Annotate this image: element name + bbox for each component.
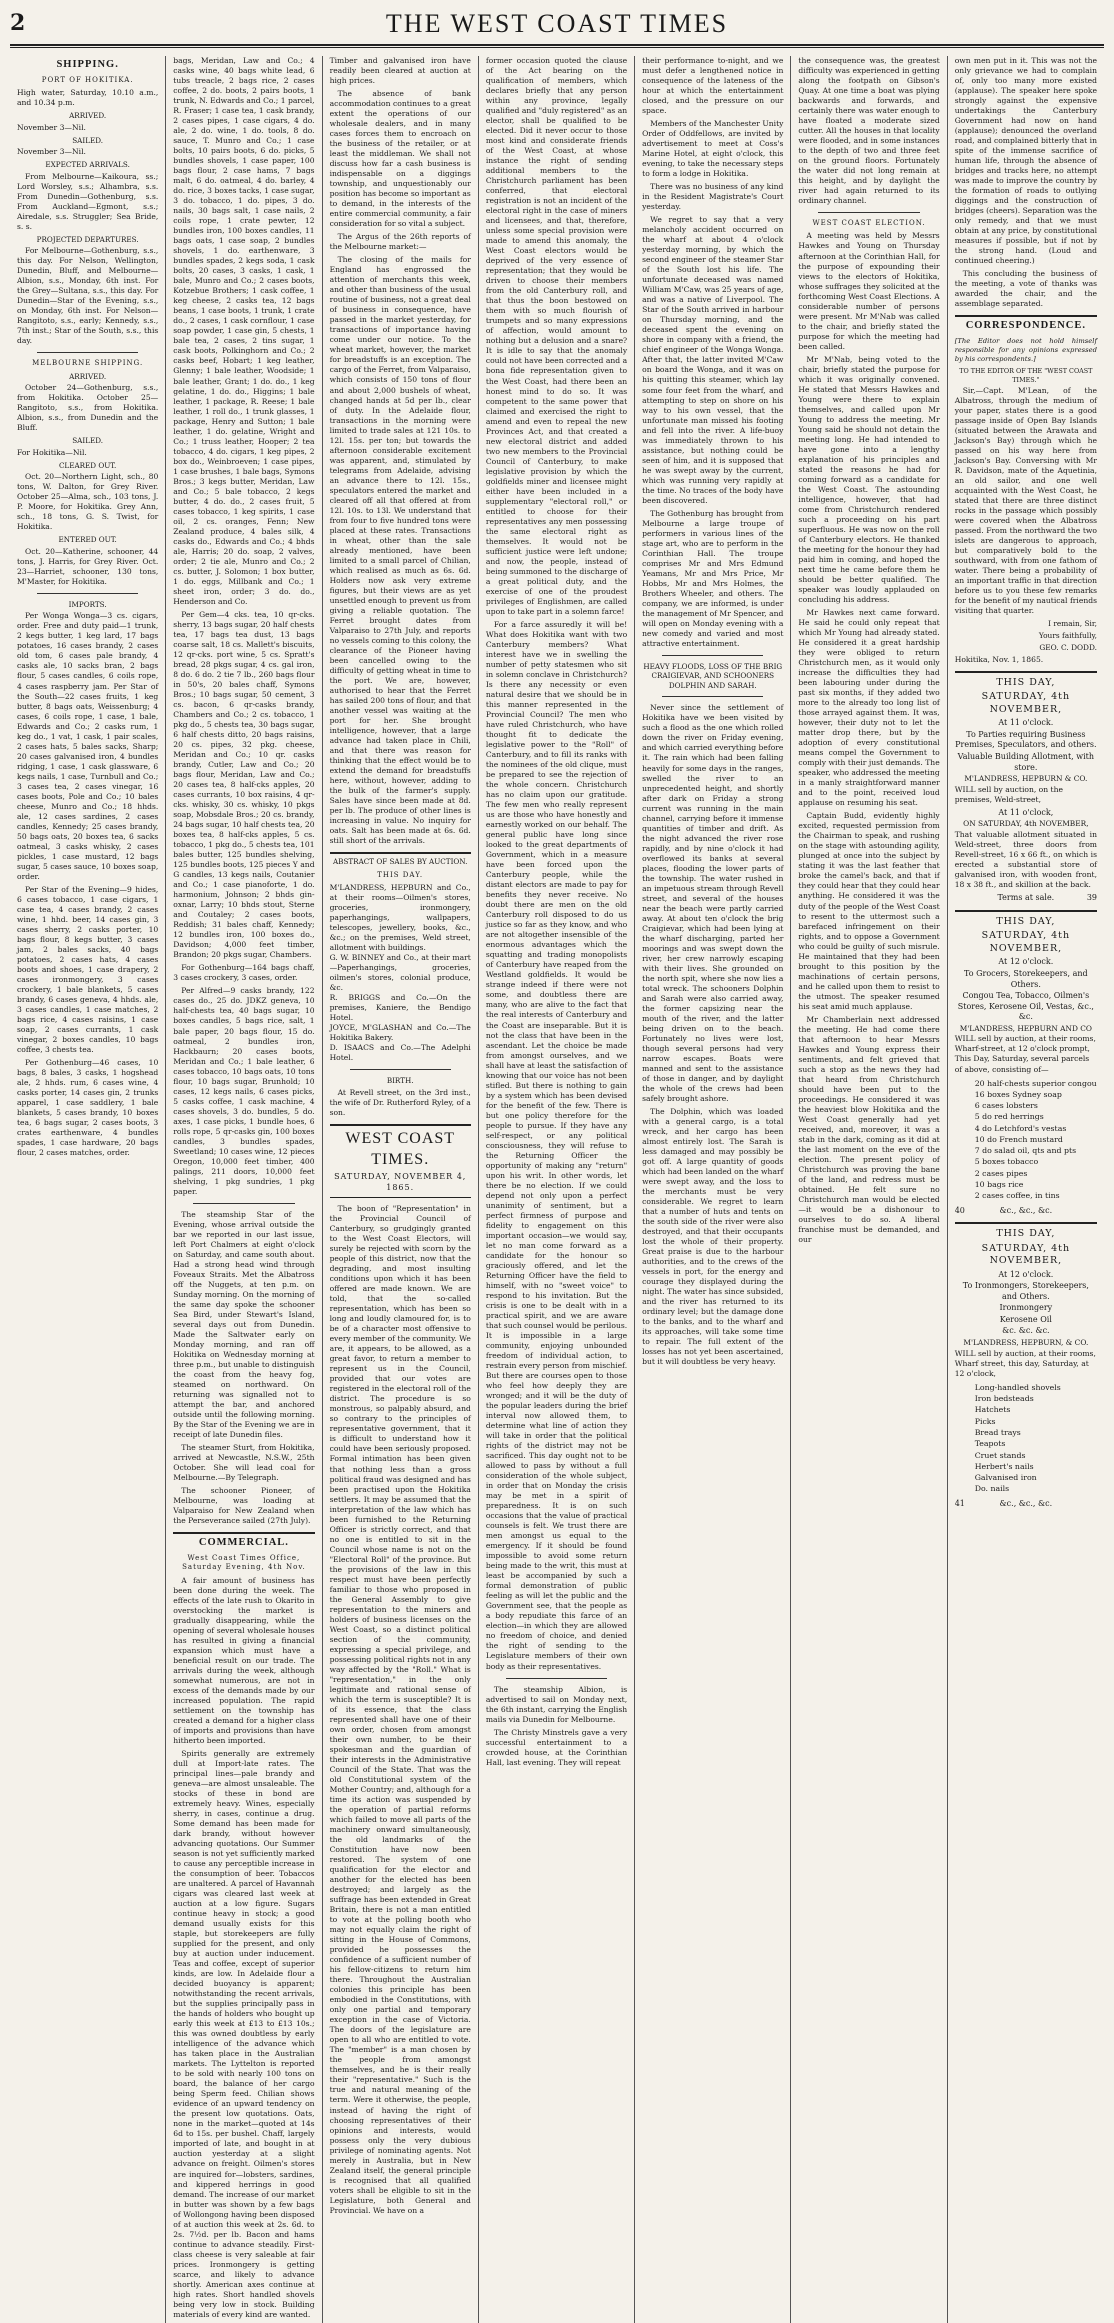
floods-heading: HEAVY FLOODS, LOSS OF THE BRIG CRAIGIEVAR, AND SCHOONERS DOLPHIN AND SARAH.	[643, 661, 783, 690]
divider	[173, 1532, 314, 1534]
ad-item: Hatchets	[974, 1405, 1011, 1415]
auction-sales-list: M'LANDRESS, HEPBURN and Co., at their rooms—Oilmen's stores, groceries, ironmongery, paperhangings, wallpapers, telescopes, jewellery, books, &c., &c.; on the premises, Weld street, allotment with buildings. G. W. BINNEY and Co., at their mart—Paperhangings, groceries, oilmen's stores, colonial produce, &c. R. BRIGGS and Co.—On the premises, Kaniere, the Bendigo Hotel. JOYCE, M'GLASHAN and Co.—The Hokitika Bakery. D. ISAACS and Co.—The Adelphi Hotel.	[329, 882, 471, 1063]
election-paragraph: This concluding the business of the meeting, a vote of thanks was awarded the chair, and the assemblage separated.	[954, 269, 1097, 309]
ad-terms	[955, 893, 1097, 904]
editorial-continued: former occasion quoted the clause of the Act bearing on the qualification of members, which declares briefly that any person within any province, legally qualified and "duly registered" as an elector, shall be qualified to be elected. Did it never occur to those most kind and considerate friends of the West Coast, at whose instance the right of sending additional members to the Christchurch parliament has been conferred, that electoral registration is not an incident of the electoral right in the case of miners and licensees, and that, therefore, unless some special provision were made to amend this anomaly, the West Coast electors would be deprived of the very essence of representation; that they would be driven to choose their members from the old Canterbury roll, and that thus the boon bestowed on them with so much flourish of trumpets and so many expressions of affection, would amount to nothing but a delusion and a snare? It is idle to say that the anomaly could not have been corrected and a bona fide representation given to the West Coast, had there been an honest mind to do so. It was competent to the same power that claimed and exercised the right to amend and even to repeal the new Provinces Act, and that created a new electoral district and added two new members to the Provincial Council of Canterbury, to make legislative provision by which the goldfields miner and licensee might either have been included in a supplementary "electoral roll," or entitled to choose for their representatives any men possessing the same electoral right as themselves. It would not be sufficient justice were left undone; and now, the people, instead of being summoned to the discharge of a great political duty, and the exercise of one of the proudest privileges of Englishmen, are called upon to take part in a solemn farce!	[485, 56, 628, 616]
ad-audience: To Parties requiring Business Premises, Speculators, and others.	[955, 729, 1097, 750]
imports-heading: IMPORTS.	[68, 599, 107, 609]
shipping-news-3: The schooner Pioneer, of Melbourne, was loading at Valparaiso for New Zealand when the Perseverance sailed (27th July).	[173, 1486, 315, 1526]
ad-item: 10 do French mustard	[974, 1134, 1063, 1144]
advertisement-1	[955, 677, 1097, 904]
election-paragraph: Mr Chamberlain next addressed the meeting. He had come there that afternoon to hear Messrs Hawkes and Young express their sentiments, and felt grieved that such a stop as the news they had that heard from Christchurch should have been put to the proceedings. He considered it was the heaviest blow Hokitika and the West Coast generally had yet received, and, moreover, it was a stab in the dark, coming as it did at the last moment on the eve of the election. The present policy of Christchurch was proving the bane of the land, and redress must be obtained. He felt sure no Christchurch man would be elected—it would be a dishonour to ourselves to do so. A liberal franchise must be demanded, and our	[798, 1014, 940, 1245]
election-paragraph: Mr Hawkes next came forward. He said he could only repeat that which Mr Young had already stated. He considered it a great hardship they were obliged to return Christchurch men, as it would only increase the difficulties they had been labouring under during the past six months, if they added two more to the already too long list of those arrayed against them. It was, however, their duty not to let the matter drop there, but by the adoption of every constitutional means compel the Government to comply with their just demands. The speaker, who addressed the meeting in a manly straightforward manner and to the point, received loud applause on resuming his seat.	[798, 608, 940, 808]
letter-place-date: Hokitika, Nov. 1, 1865.	[954, 654, 1044, 664]
ad-item: Cruet stands	[974, 1450, 1026, 1460]
mel-sailed-text: For Hokitika—Nil.	[17, 447, 87, 457]
commercial-paragraph: Spirits generally are extremely dull at Import-late rates. The principal lines—pale brandy and geneva—are almost unsaleable. The stocks of these in bond are extremely heavy. Wines, especially sherry, in cases, continue a drug. Some demand has been made for dark brandy, without however advancing quotations. Our Summer season is not yet sufficiently marked to cause any perceptible increase in the consumption of beer. Tobaccos are unaltered. A parcel of Havannah cigars was cleared last week at auction at a low figure. Sugars continue heavy in stock; a good demand usually exists for this staple, but storekeepers are fully supplied for the present, and only buy at auction under inducement. Teas and coffee, except of superior kinds, are low. In Adelaide flour a decided buoyancy is apparent; notwithstanding the recent arrivals, but the supplies principally pass in the hands of holders who bought up early this week at £13 to £13 10s.; this was owned doubtless by early intelligence of the advance which has taken place in the Australian markets. The Lyttelton is reported to be sold with nearly 100 tons on board, the balance of her cargo being Sperm feed. Chilian shows evidence of an upward tendency on the present low quotations. Oats, none in the market—quoted at 14s 6d to 15s. per bushel. Chaff, largely imported of late, and bought in at auction yesterday at a slight advance on freight. Oilmen's stores are inquired for—lobsters, sardines, and kippered herrings in good demand. The increase of our market in butter was shown by a few bags of Wollongong having been disposed of at auction this week at 2s. 6d. to 2s. 7½d. per lb. Bacon and hams continue to advance steadily. First-class cheese is very saleable at fair prices. Ironmongery is getting scarce, and likely to advance shortly. American axes continue at high rates. Short handled shovels being very low in stock. Building materials of every kind are wanted.	[173, 1748, 315, 2319]
divider	[37, 593, 138, 594]
mel-arrived-text: October 24—Gothenburg, s.s., from Hokitika. October 25—Rangitoto, s.s., from Hokitika. Albion, s.s., from Dunedin and the Bluff.	[17, 383, 159, 433]
correspondence-heading: CORRESPONDENCE.	[965, 320, 1086, 332]
ad-body: WILL sell by auction, on the premises, Weld-street,	[954, 784, 1063, 804]
ad-time: At 11 o'clock.	[998, 718, 1054, 728]
ad-item: 5 boxes tobacco	[974, 1157, 1039, 1167]
commercial-paragraph: A fair amount of business has been done during the week. The effects of the late rush to Okarito in overstocking the market is gradually disappearing, while the opening of several wholesale houses has resulted in giving a financial expansion which must have a beneficial result on our trade. The arrivals during the week, although somewhat numerous, are not in excess of the demands made by our increased population. The rapid settlement on the township has created a demand for a higher class of imports and provisions than have hitherto been imported.	[173, 1575, 315, 1745]
floods-paragraph: The Dolphin, which was loaded with a general cargo, is a total wreck, and her cargo has been almost entirely lost. The Sarah is less damaged and may possibly be got off. A large quantity of goods which had been landed on the wharf were swept away, and the loss to the merchants must be very considerable. We regret to learn that a number of huts and tents on the south side of the river were also destroyed, and that their occupants lost the whole of their property. Great praise is due to the harbour authorities, and to the crews of the vessels in port, for the energy and courage they displayed during the night. The water has since subsided, and the river has returned to its ordinary level; but the damage done to the banks, and to the wharf and its approaches, will take some time to repair. The full extent of the losses has not yet been ascertained, but it will doubtless be very heavy.	[642, 1107, 784, 1367]
editorial-date: SATURDAY, NOVEMBER 4, 1865.	[334, 1172, 467, 1192]
entered-text: Oct. 20—Katherine, schooner, 44 tons, J. Harris, for Grey River. Oct. 23—Harriet, schooner, 130 tons, M'Master, for Hokitika.	[17, 546, 159, 586]
ad-body: WILL sell by auction, at their rooms, Wharf street, this day, Saturday, at 12 o'clock,	[954, 1348, 1096, 1378]
ad-audience: To Ironmongers, Storekeepers, and Others.	[962, 1281, 1089, 1301]
masthead	[10, 4, 1104, 46]
column-3	[323, 56, 479, 2323]
ad-item: 16 boxes Sydney soap	[974, 1089, 1062, 1099]
divider	[193, 1203, 294, 1204]
correspondence-addressee: TO THE EDITOR OF THE "WEST COAST TIMES."	[959, 367, 1093, 384]
arrived-text: November 3—Nil.	[17, 122, 86, 132]
departures-heading: PROJECTED DEPARTURES.	[36, 234, 139, 244]
ad-item: Bread trays	[974, 1427, 1021, 1437]
commercial-heading: COMMERCIAL.	[198, 1537, 289, 1549]
mel-sailed-heading: SAILED.	[72, 436, 104, 446]
news-paragraph: The Gothenburg has brought from Melbourne a large troupe of performers in various lines of the stage art, who are to perform in the Corinthian Hall. The troupe comprises Mr and Mrs Edmund Yeamans, Mr and Mrs Price, Mr Hobbs, Mr and Mrs Holmes, the Brothers Wheeler, and others. The company, we are informed, is under the management of Mr Spencer, and will open on Monday evening with a new comedy and varied and most attractive entertainment.	[642, 508, 784, 648]
news-paragraph: The steamship Albion, is advertised to sail on Monday next, the 6th instant, carrying the English mails via Dunedin for Melbourne.	[485, 1684, 628, 1724]
ad-item: Picks	[974, 1416, 996, 1426]
ad-firm: M'LANDRESS, HEPBURN AND CO	[959, 1023, 1092, 1033]
auction-sales-subheading: THIS DAY.	[377, 870, 424, 879]
imports-text-3: Per Gothenburg—46 cases, 10 bags, 8 bales, 3 casks, 1 hogshead ale, 2 hhds. rum, 6 cases wine, 4 casks porter, 14 cases gin, 2 trunks apparel, 1 case saddlery, 1 bale blankets, 5 cases brandy, 10 boxes tea, 6 bags sugar, 2 cases boots, 3 crates earthenware, 4 bundles spades, 1 case hardware, 20 bags flour, 2 cases matches, order.	[17, 1058, 159, 1158]
divider	[330, 1197, 471, 1198]
imports-gothenburg: For Gothenburg—164 bags chaff, 3 cases crockery, 3 cases, order.	[173, 963, 315, 983]
newspaper-title: THE WEST COAST TIMES	[385, 9, 729, 38]
divider	[955, 671, 1097, 673]
column-6	[791, 56, 947, 2323]
ad-item: 5 do red herrings	[974, 1112, 1044, 1122]
melbourne-heading: MELBOURNE SHIPPING.	[32, 359, 144, 368]
imports-continued: bags, Meridan, Law and Co.; 4 casks wine, 40 bags white lead, 6 tubs treacle, 2 bags rice, 2 cases coffee, 2 do. boots, 2 pairs boots, 1 trunk, N. Edwards and Co.; 1 parcel, R. Fraser; 1 case tea, 1 cask brandy, 2 cases pipes, 1 case cigars, 4 do. ale, 2 do. wine, 1 do. tools, 8 do. sauce, T. Munro and Co.; 1 case bolts, 10 pairs boots, 6 do. picks, 5 bundles shovels, 1 case paper, 100 bags flour, 2 case hams, 7 bags malt, 6 do. oatmeal, 4 do. barley, 4 do. rice, 3 boxes tacks, 1 case sugar, 3 do. tobacco, 1 do. pipes, 3 do. nails, 30 bags salt, 1 case nails, 2 coils rope, 1 crate pewter, 12 bundles iron, 100 boxes candles, 11 bags oats, 1 case soap, 2 bundles shovels, 1 do. earthenware, 3 bundles spades, 2 kegs soda, 1 cask bolts, 20 cases, 3 casks, 1 cask, 1 bale, Munro and Co.; 2 cases boots, Kotzebue Brothers; 1 cask coffee, 1 keg cheese, 2 casks tea, 12 bags beans, 1 case boots, 1 trunk, 1 crate do., 2 cases, 1 cask cornflour, 1 case soap powder, 1 case gin, 5 chests, 1 bale tea, 2 cases, 2 tins sugar, 1 cask boots, Polkinghorn and Co.; 2 casks beef, Hobart; 1 keg leather, Glenny; 1 bale leather, Woodside; 1 bale leather, Grant; 1 do. do., 1 keg gelatine, 1 do. do., Higgins; 1 bale leather, 1 package, R. Reese; 1 bale leather, 1 roll do., 1 trunk glasses, 1 package, Henry and Sutton; 1 bale leather, 1 do. gelatine, Wright and Co.; 1 truss leather, Hooper; 2 tea tobacco, 4 do. cigars, 1 keg pipes, 2 box do., Weinbroeven; 1 case pipes, 1 case brushes, 1 bale bags, Symons Bros.; 3 kegs butter, Meridan, Law and Co.; 5 bale tobacco, 2 kegs butter, 4 do. do., 2 cases fruit, 5 cases tobacco, 1 keg spirits, 1 case oil, 2 cs. oranges, Fenn; New Zealand produce, 4 bales silk, 4 casks do., Edwards and Co.; 4 bhds ale, Harris; 20 do. soap, 2 valves, order; 2 tie ale, Munro and Co.; 2 cs. butter, J. Solomon; 1 box butter, 1 do. eggs, Millbank and Co.; 1 sheet iron, order; 3 do. do., Henderson and Co.	[173, 56, 315, 606]
imports-text-2: Per Star of the Evening—9 hides, 6 cases tobacco, 1 case cigars, 1 case tea, 4 cases brandy, 2 cases wine, 1 hhd. beer, 14 cases gin, 3 cases sherry, 2 casks porter, 10 bags flour, 8 kegs butter, 3 cases jam, 2 bales sacks, 40 bags potatoes, 2 cases hats, 4 cases boots and shoes, 1 case drapery, 2 cases ironmongery, 3 cases crockery, 1 bale blankets, 5 cases brandy, 6 cases geneva, 4 hhds. ale, 3 cases candles, 1 case matches, 2 bags rice, 4 cases raisins, 1 case soap, 2 cases currants, 1 cask vinegar, 2 boxes candles, 10 bags coffee, 3 chests tea.	[17, 884, 159, 1055]
divider	[662, 655, 763, 656]
commercial-paragraph: The Argus of the 26th reports of the Melbourne market:—	[329, 232, 471, 252]
auction-sales-heading: ABSTRACT OF SALES BY AUCTION.	[332, 857, 468, 867]
divider	[506, 1678, 607, 1679]
divider	[955, 910, 1097, 912]
ad-firm: M'LANDRESS, HEPBURN, & CO.	[963, 1338, 1089, 1348]
ad-item: Iron bedsteads	[974, 1394, 1034, 1404]
ad-etc	[955, 1206, 1097, 1217]
editorial-paragraph: For a farce assuredly it will be! What does Hokitika want with two Canterbury members? What interest have we in swelling the number of petty statesmen who sit in solemn conclave in Christchurch? Is there any necessity or even natural desire that we should be in this manner represented in the Provincial Council? The men who have ruled Christchurch, who have thought fit to dedicate the legislative power to the "Roll" of Canterbury, and to fill its ranks with the nominees of the old clique, must be prepared to see the rejection of the whole concern. Christchurch has no claim upon our gratitude. The few men who really represent us are those who have honestly and earnestly worked on our behalf. The general public have long since looked to the great departments of Government, which in a measure have been forced upon the Canterbury people, while the distant electors are made to pay for benefits they never receive. No doubt there are men on the old Canterbury roll disposed to do us justice so far as they know, and who are not altogether insensible of the enormous advantages which the squatting and trading monopolists of Canterbury have reaped from the Westland goldfields. It would be strange indeed if there were not some, and doubtless there are many, who are alive to the fact that the real interests of Canterbury and the Coast are inseparable. But it is not the class that have been in the ascendant. Let the choice be made from amongst ourselves, and we shall have at least the satisfaction of knowing that our voice has not been stifled. But there is nothing to gain by a system which has been devised for the benefit of the few. There is but one policy therefore for the people to pursue. If they have any self-respect, or any political consciousness, they will refuse to the Returning Officer the opportunity of making any "return" upon his writ. In other words, let there be no election. If we could depend not only upon a perfect unanimity of sentiment, but a perfect firmness of purpose and fidelity to engagement on this important occasion—we would say, let no man come forward as a candidate for the honour so graciously offered, and let the Returning Officer have the field to himself, with no "sweet voice" to respond to his invitation. But the crisis is one to be dealt with in a practical spirit, and we are aware that such counsel would be perilous. It is impossible in a large community, enjoying unbounded freedom of individual action, to restrain every person from mischief. But there are courses open to those who feel how deeply they are wronged; and it will be the duty of the popular leaders during the brief interval now allowed them, to determine what line of action they will take in order that the political rights of the district may not be sacrificed. This day ought not to be allowed to pass by without a full consideration of the whole subject, in order that on Monday the crisis may be met in a spirit of preparedness. It is on such occasions that the value of practical counsels is felt. We trust there are men amongst us equal to the emergency. If it should be found impossible to avoid some return being made to the writ, this must at least be accompanied by such a formal demonstration of public feeling as will let the public and the Government see, that the people as a body repudiate this farce of an election—in which they are allowed no freedom of choice, and denied the right of sending to the Legislature members of their own body as their representatives.	[485, 619, 628, 1671]
ad-number: 41	[954, 1498, 965, 1508]
shipping-news-1: The steamship Star of the Evening, whose arrival outside the bar we reported in our last issue, left Port Chalmers at eight o'clock on Saturday, and came south about. Had a strong head wind through Foveaux Straits. Met the Albatross off the Nuggets, at ten p.m. on Sunday morning. On the morning of the same day spoke the schooner Sea Bird, under Stewart's Island, several days out from Dunedin. Made the Saltwater early on Monday morning, and ran off Hokitika on Wednesday morning at three p.m., but unable to distinguish the coast from the heavy fog, steamed on northward. On returning was signalled not to attempt the bar, and anchored outside until the following morning. By the Star of the Evening we are in receipt of late Dunedin files.	[173, 1209, 315, 1440]
port-heading: PORT OF HOKITIKA.	[41, 75, 134, 84]
column-1	[10, 56, 166, 2323]
correspondence-disclaimer: [The Editor does not hold himself responsible for any opinions expressed by his correspondents.]	[954, 337, 1097, 364]
ad-item: Do. nails	[974, 1484, 1010, 1494]
ad-item: 2 cases pipes	[974, 1168, 1028, 1178]
argus-report: The closing of the mails for England has engrossed the attention of merchants this week, and other than business of the usual routine of business, not a great deal of business in consequence, have passed in the market yesterday, for transactions of importance having come under our notice. To the wheat market, however, the market for breadstuffs is an exception. The cargo of the Ferret, from Valparaiso, which consists of 150 tons of flour and about 2,000 bushels of wheat, changed hands at 5d per lb., clear of duty. In the Adelaide flour, transactions in the morning were limited to trade sales at 121 10s. to 12l. 15s. per ton; but towards the afternoon considerable excitement was apparent, and, stimulated by telegrams from Adelaide, advising an advance there to 12l. 15s., speculators entered the market and cleared off all that offered at from 12l. 10s. to 13l. We understand that from four to five hundred tons were placed at these rates. Transactions in wheat, other than the sale already mentioned, have been limited to a small parcel of Chilian, which realised as much as 6s. 6d. Holders now ask very extreme figures, but their views are as yet unsettled enough to prevent us from giving a reliable quotation. The Ferret brought dates from Valparaiso to 27th July, and reports no vessels coming to this colony, the clearance of the Pioneer having been cancelled owing to the difficulty of getting wheat in time to the port. We are, however, authorised to hear that the Ferret has sailed 200 tons of flour, and that another vessel was waiting at the port for her. She brought intelligence, however, that a large advance had taken place in Chili, and that there was reason for thinking that the effect would be to extend the demand for breadstuffs here, without, however, adding to the bulk of the farmer's supply. Sales have since been made at 8d. per lb. The produce of other lines is increasing in value. No inquiry for oats. Salt has been made at 6s. 6d. still short of the arrivals.	[329, 255, 471, 846]
editorial-masthead: WEST COAST TIMES.	[345, 1129, 456, 1168]
news-paragraph: Members of the Manchester Unity Order of Oddfellows, are invited by advertisement to meet at Coss's Marine Hotel, at eight o'clock, this evening, to take the necessary steps to form a lodge in Hokitika.	[642, 119, 784, 179]
news-paragraph: There was no business of any kind in the Resident Magistrate's Court yesterday.	[642, 182, 784, 212]
news-paragraph: The Christy Minstrels gave a very successful entertainment to a crowded house, at the Corinthian Hall, last evening. They will repeat	[485, 1727, 628, 1767]
correspondence-letter: Sir,—Capt. M'Lean, of the Albatross, through the medium of your paper, states there is a good passage inside of Open Bay Islands (situated between the Arawata and Jackson's Bay) through which he passed on his way here from Jackson's Bay. Conversing with Mr R. Davidson, mate of the Aquetinia, an old sailor, and one well acquainted with the West Coast, he stated that there are three distinct rocks in the passage which possibly were covered when the Albatross passed. From the northward the two islets are dangerous to approach, but comparatively bold to the southward, with from one fathom of water. There being a probability of an important traffic in that direction before us to you these few remarks for the benefit of my nautical friends visiting that quarter.	[954, 386, 1097, 616]
ad-item: 2 cases coffee, in tins	[974, 1191, 1060, 1201]
ad-item: 10 bags rice	[974, 1180, 1024, 1190]
election-paragraph: Captain Budd, evidently highly excited, requested permission from the Chairman to speak, and rushing on the stage with astounding agility, plunged at once into the subject by stating it was the last feather that broke the camel's back, and that if they could hear that they could hear anything. He considered it was the duty of the people of the West Coast to resent to the uttermost such a barefaced infringement on their rights, and to oppose a Government who could be guilty of such misrule. He maintained that they had been brought to this position by the machinations of certain persons, and he called upon them to resist to the utmost. The speaker resumed his seat amid much applause.	[798, 811, 940, 1011]
ad-etc-text: &c., &c., &c.	[999, 1205, 1053, 1215]
masthead-rule	[10, 47, 1104, 48]
imports-alfred: Per Alfred—9 casks brandy, 122 cases do., 25 do. JDKZ geneva, 10 half-chests tea, 40 bags sugar, 10 boxes candles, 5 bags rice, salt, 1 bale paper, 20 bags flour, 15 do. oatmeal, 2 bundles iron, Hackbaurn; 20 cases boots, Meridan and Co.; 1 bale leather, 6 cases tobacco, 10 bags oats, 10 tons flour, 10 bags sugar, Brunhold; 10 cases, 12 kegs nails, 6 cases picks, 5 casks coffee, 1 cask machine, 4 cases shovels, 3 do. bundles, 5 do. axes, 1 case picks, 1 bundle hoes, 6 rolls rope, 5 qr-casks gin, 100 boxes candles, 3 bundles spades, Sweetland; 10 cases wine, 12 pieces Oregon, 10,000 feet timber, 400 palings, 211 doors, 10,000 feet shelving, 1 pkg sundries, 1 pkg paper.	[173, 986, 315, 1196]
column-5	[635, 56, 791, 2323]
ad-terms-text: Terms at sale.	[997, 893, 1055, 903]
commercial-continued: Timber and galvanised iron have readily been cleared at auction at high prices.	[329, 56, 471, 86]
divider	[955, 1222, 1097, 1224]
sailed-heading: SAILED.	[72, 135, 104, 145]
ad-subject: Kerosene Oil	[999, 1314, 1052, 1324]
ad-subject: Congou Tea, Tobacco, Oilmen's Stores, Kerosene Oil, Vestas, &c., &c.	[957, 991, 1094, 1022]
column-2	[166, 56, 322, 2323]
ad-time: At 12 o'clock.	[998, 957, 1054, 967]
column-4	[479, 56, 635, 2323]
ad-item: 20 half-chests superior congou	[974, 1078, 1097, 1088]
ad-item: Galvanised iron	[974, 1473, 1037, 1483]
ad-subject: Valuable Building Allotment, with store.	[957, 751, 1095, 772]
ad-description: That valuable allotment situated in Weld-street, three doors from Revell-street, 16 x 66 ft., on which is erected a substantial store of galvanised iron, with wooden front, 18 x 38 ft., and skillion at the back.	[954, 830, 1097, 890]
election-heading: WEST COAST ELECTION.	[812, 219, 926, 228]
ad-day: THIS DAY,	[996, 915, 1056, 927]
ad-body: WILL sell by auction, at their rooms, Wharf-street, at 12 o'clock prompt, This Day, Saturday, several parcels of above, consisting of—	[954, 1034, 1096, 1074]
ad-day: THIS DAY,	[996, 1228, 1056, 1240]
ad-number: 39	[1086, 893, 1097, 903]
ad-subject: &c. &c. &c.	[1002, 1326, 1050, 1336]
ad-day: THIS DAY,	[996, 676, 1056, 688]
expected-heading: EXPECTED ARRIVALS.	[45, 160, 130, 170]
page-columns	[10, 56, 1104, 2319]
divider	[330, 1124, 471, 1126]
ad-item: 6 cases lobsters	[974, 1101, 1038, 1111]
letter-closing: I remain, Sir,	[1048, 619, 1097, 629]
sailed-text: November 3—Nil.	[17, 147, 86, 157]
shipping-heading: SHIPPING.	[56, 59, 119, 70]
editorial-paragraph: The boon of "Representation" in the Provincial Council of Canterbury, so grudgingly granted to the West Coast Electors, will surely be rejected with scorn by the people of this district, now that the degrading, and most insulting conditions upon which it has been offered are made known. We are told, that the so-called representation, which has been so long and loudly clamoured for, is to be of a character most offensive to every member of the community. We are, it appears, to be allowed, as a great favor, to return a member to represent us in the Council, provided that our votes are registered in the electoral roll of the district. The procedure is so monstrous, so palpably absurd, and so contrary to the principles of representative government, that it is difficult to understand how it could have been seriously proposed. Formal intimation has been given that nothing less than a gross political fraud was designed and has been practised upon the Hokitika settlers. It may be assumed that the interpretation of the law which has been furnished to the Returning Officer is strictly correct, and that no one is entitled to sit in the Council whose name is not on the "Electoral Roll" of the province. But the provisions of the law in this respect must have been perfectly familiar to those who proposed in the General Assembly to give representation to the miners and holders of business licenses on the West Coast, so a distinct political section of the community, expressing a special privilege, and possessing political rights not in any way affected by the "Roll." What is "representation," in the only legitimate and rational sense of which the term is susceptible? It is of its essence, that the class represented shall have one of their own order, chosen from amongst their own number, to be their spokesman and the guardian of their interests in the Administrative Council of the State. That was the old Constitutional system of the Mother Country; and, although for a time its action was suspended by the operation of partial reforms which failed to move all parts of the machinery onward simultaneously, the old landmarks of the Constitution have now been restored. The system of one qualification for the elector and another for the elected has been destroyed; and largely as the suffrage has been extended in Great Britain, there is not a man entitled to vote at the polling booth who may not equally claim the right of sitting in the House of Commons, provided he possesses the confidence of a sufficient number of his fellow-citizens to return him there. Throughout the Australian colonies this principle has been embodied in the Constitutions, with only one partial and temporary exception in the case of Victoria. The doors of the legislature are open to all who are entitled to vote. The "member" is a man chosen by the people from amongst themselves, and he is their really their "representative." Such is the true and natural meaning of the term. Were it otherwise, the people, instead of having the right of choosing representatives of their opinions and interests, would possess only the very dubious privilege of nominating agents. Not merely in Australia, but in New Zealand itself, the general principle is recognised that all qualified voters shall be eligible to sit in the Legislature, both General and Provincial. We have on a	[329, 1204, 471, 2215]
ad-at-time: At 11 o'clock,	[998, 807, 1054, 817]
arrived-heading: ARRIVED.	[69, 111, 107, 121]
floods-continued: the consequence was, the greatest difficulty was experienced in getting along the footpath on Gibson's Quay. At one time a boat was plying backwards and forwards, and certainly there was water enough to have floated a moderate sized cutter. All the houses in that locality were flooded, and in some instances to the depth of two and three feet on the ground floors. Fortunately the water did not long remain at this height, and by daylight the river had again returned to its ordinary channel.	[798, 56, 940, 206]
advertisement-3	[955, 1228, 1097, 1509]
birth-heading: BIRTH.	[386, 1076, 414, 1086]
ad-item: Herbert's nails	[974, 1461, 1034, 1471]
cleared-text: Oct. 20—Northern Light, sch., 80 tons, W. Dalton, for Grey River. October 25—Alma, sch., 103 tons, J. P. Moore, for Hokitika. Grey Ann, sch., 18 tons, G. S. Twist, for Hokitika.	[17, 472, 159, 532]
expected-text: From Melbourne—Kaikoura, ss.; Lord Worsley, s.s.; Alhambra, s.s. From Dunedin—Gothenburg, s.s. From Auckland—Egmont, s.s.; Airedale, s.s. Struggler; Sea Bride, s. s.	[17, 171, 159, 231]
departures-text: For Melbourne—Gothenburg, s.s., this day. For Nelson, Wellington, Dunedin, Bluff, and Melbourne—Albion, s.s., Monday, 6th inst. For the Grey—Sultana, s.s., this day. For Dunedin—Star of the Evening, s.s., on Monday, 6th inst. For Nelson—Rangitoto, s.s., early; Kennedy, s.s., 7th inst.; Star of the South, s.s., this day.	[17, 246, 159, 346]
imports-text: Per Wonga Wonga—3 cs. cigars, order. Free and duty paid—1 trunk, 2 kegs butter, 1 keg lard, 17 bags potatoes, 16 cases brandy, 2 cases old tom, 6 cases pale brandy, 4 casks ale, 10 sacks bran, 2 bags flour, 5 cases candles, 6 coils rope, 4 cases raspberry jam. Per Star of the South—22 cases fruits, 1 keg butter, 8 bags oats, Weissenburg; 4 cases, 6 coils rope, 1 case, 1 bale, Edwards and Co.; 2 casks rum, 1 keg do., 1 vat, 1 cask, 1 pair scales, 2 cases hats, 5 bales sacks, Sharp; 20 cases galvanised iron, 4 bundles ridging, 1 case, 1 cask glassware, 6 kegs nails, 1 case, Turnbull and Co.; 3 cases tea, 2 cases vinegar, 16 cases boots, Pole and Co.; 10 bales cheese, Munro and Co.; 18 hhds. ale, 12 cases sardines, 2 cases candles, Kennedy; 25 cases brandy, 50 bags oats, 20 boxes tea, 6 sacks oatmeal, 3 casks whisky, 2 cases pickles, 1 case mustard, 12 bags sugar, 5 cases sauce, 10 boxes soap, order.	[17, 611, 159, 881]
cleared-heading: CLEARED OUT.	[58, 460, 117, 470]
ad-item: Long-handled shovels	[974, 1382, 1061, 1392]
high-water: High water, Saturday, 10.10 a.m., and 10.34 p.m.	[17, 88, 159, 108]
divider	[350, 1069, 451, 1070]
ad-etc-text: &c., &c., &c.	[999, 1498, 1053, 1508]
floods-paragraph: Never since the settlement of Hokitika have we been visited by such a flood as the one which rolled down the river on Friday evening, and which carried everything before it. The rain which had been falling heavily for some days in the ranges, swelled the river to an unprecedented height, and shortly after dark on Friday a strong current was running in the main channel, carrying before it immense quantities of timber and drift. As the night advanced the river rose rapidly, and by nine o'clock it had overflowed its banks at several places, flooding the lower parts of the township. The water rushed in an impetuous stream through Revell street, and several of the houses near the beach were partly carried away. At about ten o'clock the brig Craigievar, which had been lying at the wharf discharging, parted her moorings and was swept down the river, her crew narrowly escaping with their lives. She grounded on the north spit, where she now lies a total wreck. The schooners Dolphin and Sarah were also carried away, the former capsizing near the mouth of the river, and the latter being driven on to the beach. Fortunately no lives were lost, though several persons had very narrow escapes. Boats were manned and sent to the assistance of those in danger, and by daylight the whole of the crews had been safely brought ashore.	[642, 703, 784, 1104]
ad-audience: To Grocers, Storekeepers, and Others.	[964, 968, 1088, 989]
election-paragraph: A meeting was held by Messrs Hawkes and Young on Thursday afternoon at the Corinthian Hall, for the purpose of expounding their views to the electors of Hokitika, whose suffrages they solicited at the forthcoming West Coast Elections. A considerable number of persons were present. Mr M'Nab was called to the chair, and briefly stated the purpose for which the meeting had been called.	[798, 231, 940, 351]
ad-number: 40	[954, 1205, 965, 1215]
ad-on-date: ON SATURDAY, 4th NOVEMBER,	[963, 819, 1089, 829]
election-continued: own men put in it. This was not the only grievance we had to complain of, only too many more existed (applause). The speaker here spoke strongly against the expensive undertakings the Canterbury Government had now on hand (applause); denounced the overland road, and complained bitterly that in spite of the immense sacrifice of human life, through the absence of bridges and tracks here, no attempt was made to improve the country by the formation of roads to outlying diggings and the construction of bridges (cheers). Separation was the only remedy, and that we must obtain at any price, by constitutional measures if possible, but if not by the strong hand. (Loud and continued cheering.)	[954, 56, 1097, 266]
election-paragraph: Mr M'Nab, being voted to the chair, briefly stated the purpose for which it was originally convened. He stated that Messrs Hawkes and Young were there to explain themselves, and called upon Mr Young to address the meeting. Mr Young said he should not detain the meeting long. He had intended to have gone into a lengthy explanation of his principles and stated the reasons he had for coming forward as a candidate for the West Coast. The astounding intelligence, however, that had come from Christchurch rendered such a proceeding on his part superfluous. He was now on the roll of Canterbury electors. He thanked the meeting for the honour they had paid him in coming, and hoped the next time he came before them he should be better qualified. The speaker was loudly applauded on concluding his address.	[798, 354, 940, 605]
page-number: 2	[10, 10, 26, 36]
ad-etc	[955, 1499, 1097, 1510]
shipping-news-2: The steamer Sturt, from Hokitika, arrived at Newcastle, N.S.W., 25th October. She will lead coal for Melbourne.—By Telegraph.	[173, 1443, 315, 1483]
commercial-paragraph: The absence of bank accommodation continues to a great extent the operations of our wholesale dealers, and in many cases forces them to encroach on the business of the retailer, or at least the middleman. We shall not discuss how far a cash business is indispensable on a diggings township, and unquestionably our position has become so important as to demand, in the interests of the entire commercial community, a fair consideration for so vital a subject.	[329, 89, 471, 229]
mel-arrived-heading: ARRIVED.	[69, 371, 107, 381]
advertisement-2	[955, 916, 1097, 1216]
ad-item-list	[955, 1079, 1097, 1202]
divider	[662, 696, 763, 697]
ad-time: At 12 o'clock.	[998, 1269, 1054, 1279]
ad-date: SATURDAY, 4th NOVEMBER,	[981, 1242, 1071, 1267]
letter-closing: Yours faithfully,	[1038, 631, 1097, 641]
divider	[955, 315, 1097, 317]
commercial-subheading: West Coast Times Office, Saturday Evening, 4th Nov.	[182, 1554, 306, 1572]
divider	[818, 212, 919, 213]
divider	[37, 352, 138, 353]
news-continued: their performance to-night, and we must defer a lengthened notice in consequence of the lateness of the hour at which the entertainment closed, and the pressure on our space.	[642, 56, 784, 116]
ad-firm: M'LANDRESS, HEPBURN & CO.	[964, 774, 1088, 784]
divider	[330, 852, 471, 854]
ad-item: 4 do Letchford's vestas	[974, 1123, 1067, 1133]
ad-subject: Ironmongery	[999, 1303, 1053, 1313]
ad-item-list	[955, 1383, 1097, 1495]
ad-date: SATURDAY, 4th NOVEMBER,	[981, 691, 1071, 715]
entered-heading: ENTERED OUT.	[58, 535, 117, 545]
ad-item: Teapots	[974, 1439, 1006, 1449]
letter-signature: GEO. C. DODD.	[1039, 642, 1097, 652]
news-paragraph: We regret to say that a very melancholy accident occurred on the wharf at about 4 o'clock yesterday morning, by which the second engineer of the steamer Star of the South lost his life. The unfortunate deceased was named William M'Caw, was 25 years of age, and was a native of Liverpool. The Star of the South arrived in harbour on Thursday morning, and the deceased spent the evening on shore in company with a friend, the chief engineer of the Wonga Wonga. After that, the latter invited M'Caw on board the Wonga, and it was on his quitting this steamer, which lay some four feet from the wharf, and attempting to step on shore on his way to his own vessel, that the unfortunate man missed his footing and fell into the river. A life-buoy was immediately thrown to his assistance, but nothing could be seen of him, and it is supposed that he was swept away by the current, which was running very rapidly at the time. No traces of the body have been discovered.	[642, 215, 784, 505]
imports-gem: Per Gem—4 cks. tea, 10 qr-cks. sherry, 13 bags sugar, 20 half chests tea, 17 bags tea dust, 13 bags coarse salt, 18 cs. Mallett's biscuits, 12 qr-cks. port wine, 5 cs. Spratt's bread, 28 pkgs sugar, 4 cs. gal iron, 8 do. 6 do. 2 tie 7 lb., 260 bags flour in 50's, 20 bales chaff, Symons Bros.; 10 bags sugar, 50 cement, 3 cs. bacon, 6 qr-casks brandy, Chambers and Co.; 2 cs. tobacco, 1 pkg do., 5 chests tea, 30 bags sugar, 6 half chests ditto, 20 bags raisins, 20 cs. pipes, 32 pkg. cheese, Meridan and Co.; 10 qr. casks brandy, Cutler, Law and Co.; 20 bags flour, Meridan, Law and Co.; 20 cases tea, 8 half-cks apples, 20 cases currants, 10 box raisins, 4 qr-cks. whisky, 30 cs. whisky, 10 pkgs soap, Mobsdale Bros.; 20 cs. brandy, 24 bags sugar, 10 half chests tea, 20 boxes tea, 8 half-cks apples, 5 cs. tobacco, 1 pkg do., 5 chests tea, 101 bales butter, 125 bundles shelving, 125 bundles boots, 125 pieces Y and G candles, 13 kegs nails, Coutanier and Co.; 1 case pianoforte, 1 do. harmonium, Johnson; 2 bhds gin-oxnar, Larry; 10 bhds stout, Sterne and Coutaley; 2 cases boots, Reddish; 31 bales chaff, Kennedy; 12 bundles iron, 100 boxes do., Davidson; 4,000 feet timber, Brandon; 20 pkgs sugar, Chambers.	[173, 609, 315, 960]
ad-date: SATURDAY, 4th NOVEMBER,	[981, 930, 1071, 954]
birth-notice: At Revell street, on the 3rd inst., the wife of Dr. Rutherford Ryley, of a son.	[329, 1087, 471, 1117]
ad-item: 7 do salad oil, qts and pts	[974, 1146, 1077, 1156]
column-7	[948, 56, 1104, 2323]
